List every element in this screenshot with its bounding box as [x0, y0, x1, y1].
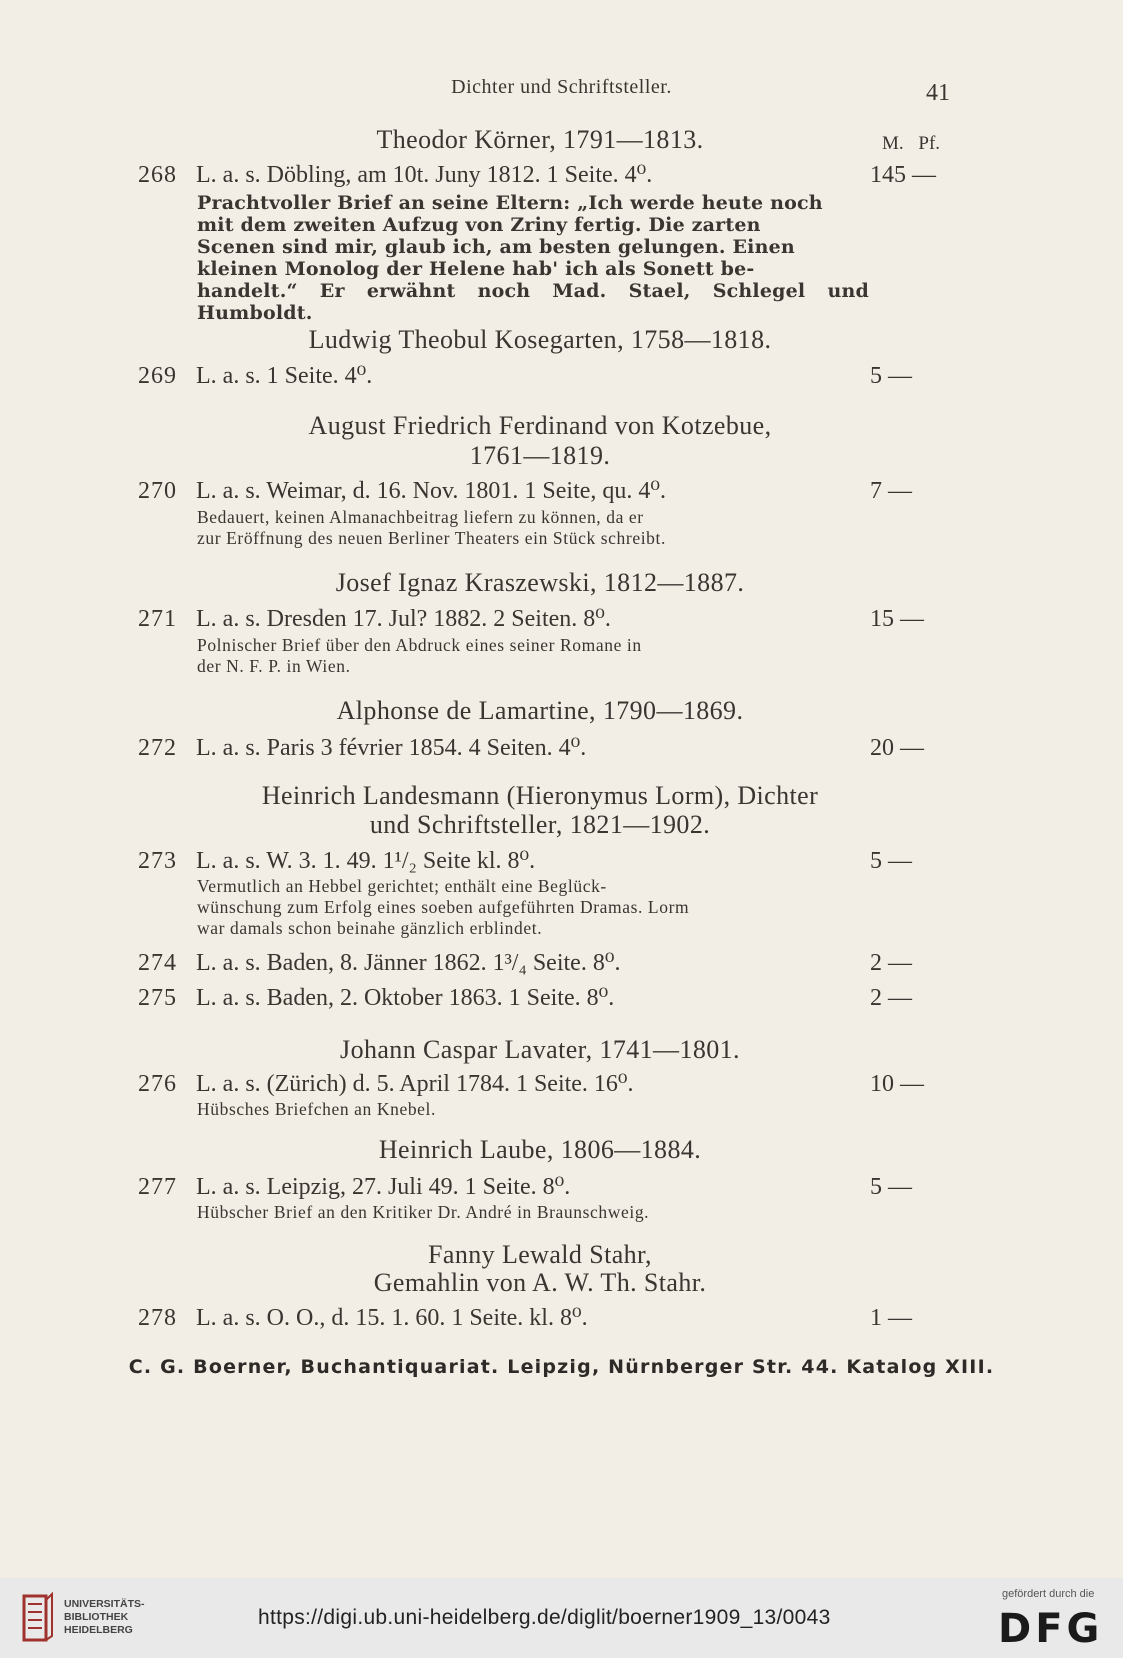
entry-text: L. a. s. Leipzig, 27. Juli 49. 1 Seite. 8⁰.	[196, 1174, 571, 1200]
author-heading: Fanny Lewald Stahr,	[428, 1240, 652, 1269]
catalog-entry	[138, 846, 535, 876]
note-line: Hübscher Brief an den Kritiker Dr. André in Braunschweig.	[197, 1202, 650, 1222]
entry-price: 145 —	[870, 162, 936, 188]
page-number: 41	[926, 80, 950, 106]
entry-number: 274	[138, 950, 177, 976]
entry-note	[197, 507, 869, 549]
catalog-entry	[138, 361, 372, 391]
note-line: handelt.“ Er erwähnt noch Mad. Stael, Schlegel und Humboldt.	[197, 280, 869, 324]
entry-text: L. a. s. 1 Seite. 4⁰.	[196, 363, 373, 389]
author-heading: Johann Caspar Lavater, 1741—1801.	[340, 1035, 740, 1064]
catalog-entry	[138, 476, 666, 506]
entry-price: 5 —	[870, 363, 912, 389]
permalink-url[interactable]: https://digi.ub.uni-heidelberg.de/diglit/boerner1909_13/0043	[258, 1606, 831, 1629]
funding-label: gefördert durch die	[1002, 1588, 1095, 1600]
author-heading: August Friedrich Ferdinand von Kotzebue,	[308, 411, 772, 440]
note-line: wünschung zum Erfolg eines soeben aufgeführten Dramas. Lorm	[197, 897, 690, 917]
note-line: Hübsches Briefchen an Knebel.	[197, 1099, 436, 1119]
entry-note	[197, 1202, 869, 1223]
entry-text: L. a. s. Baden, 2. Oktober 1863. 1 Seite. 8⁰.	[196, 985, 615, 1011]
entry-number: 270	[138, 478, 177, 504]
publisher-imprint: C. G. Boerner, Buchantiquariat. Leipzig, Nürnberger Str. 44. Katalog XIII.	[128, 1356, 995, 1378]
entry-text: L. a. s. Weimar, d. 16. Nov. 1801. 1 Seite, qu. 4⁰.	[196, 478, 667, 504]
entry-note	[197, 1099, 869, 1120]
author-heading: Josef Ignaz Kraszewski, 1812—1887.	[335, 568, 745, 597]
entry-number: 273	[138, 848, 177, 874]
entry-price: 1 —	[870, 1305, 912, 1331]
entry-price: 15 —	[870, 606, 924, 632]
catalog-entry	[138, 1303, 588, 1333]
note-line: mit dem zweiten Aufzug von Zriny fertig. Die zarten	[197, 214, 761, 236]
entry-price: 10 —	[870, 1071, 924, 1097]
author-heading: Ludwig Theobul Kosegarten, 1758—1818.	[308, 325, 772, 354]
library-name-line: HEIDELBERG	[64, 1624, 133, 1636]
entry-number: 276	[138, 1071, 177, 1097]
entry-number: 269	[138, 363, 177, 389]
author-heading: Heinrich Laube, 1806—1884.	[378, 1135, 702, 1164]
price-column-header: M. Pf.	[882, 133, 941, 154]
catalog-entry	[138, 733, 586, 763]
catalog-entry	[138, 983, 614, 1013]
entry-number: 278	[138, 1305, 177, 1331]
entry-text: L. a. s. Döbling, am 10t. Juny 1812. 1 Seite. 4⁰.	[196, 162, 653, 188]
entry-number: 271	[138, 606, 177, 632]
entry-number: 277	[138, 1174, 177, 1200]
entry-text: L. a. s. Dresden 17. Jul? 1882. 2 Seiten. 8⁰.	[196, 606, 611, 632]
entry-note	[197, 635, 869, 677]
entry-price: 5 —	[870, 848, 912, 874]
author-heading-line2: 1761—1819.	[469, 441, 611, 470]
entry-note	[197, 876, 869, 939]
entry-number: 268	[138, 162, 177, 188]
entry-text: L. a. s. (Zürich) d. 5. April 1784. 1 Seite. 16⁰.	[196, 1071, 634, 1097]
catalog-entry	[138, 604, 611, 634]
library-name-line: UNIVERSITÄTS-	[64, 1598, 145, 1610]
author-heading: Theodor Körner, 1791—1813.	[376, 125, 704, 154]
dfg-logo-icon: DFG	[998, 1606, 1104, 1652]
entry-number: 272	[138, 735, 177, 761]
note-line: Bedauert, keinen Almanachbeitrag liefern zu können, da er	[197, 507, 644, 527]
note-line: Scenen sind mir, glaub ich, am besten gelungen. Einen	[197, 236, 795, 258]
entry-price: 5 —	[870, 1174, 912, 1200]
library-logo-icon	[18, 1590, 56, 1646]
note-line: Vermutlich an Hebbel gerichtet; enthält eine Beglück-	[197, 876, 607, 896]
entry-text: L. a. s. W. 3. 1. 49. 1¹/₂ Seite kl. 8⁰.	[196, 848, 536, 874]
author-heading-line2: Gemahlin von A. W. Th. Stahr.	[373, 1268, 707, 1297]
library-name-line: BIBLIOTHEK	[64, 1611, 129, 1623]
running-title: Dichter und Schriftsteller.	[451, 76, 672, 98]
note-line: kleinen Monolog der Helene hab' ich als Sonett be-	[197, 258, 755, 280]
note-line: zur Eröffnung des neuen Berliner Theaters ein Stück schreibt.	[197, 528, 666, 548]
entry-price: 2 —	[870, 950, 912, 976]
entry-price: 2 —	[870, 985, 912, 1011]
note-line: war damals schon beinahe gänzlich erblindet.	[197, 918, 543, 938]
library-name	[64, 1598, 145, 1637]
note-line: der N. F. P. in Wien.	[197, 656, 351, 676]
catalog-entry	[138, 1069, 634, 1099]
author-heading-line2: und Schriftsteller, 1821—1902.	[369, 810, 711, 839]
catalog-entry	[138, 948, 620, 978]
entry-text: L. a. s. Paris 3 février 1854. 4 Seiten. 4⁰.	[196, 735, 587, 761]
entry-price: 7 —	[870, 478, 912, 504]
entry-number: 275	[138, 985, 177, 1011]
entry-note	[197, 192, 869, 324]
author-heading: Alphonse de Lamartine, 1790—1869.	[336, 696, 744, 725]
viewer-footer-bar	[0, 1578, 1123, 1658]
catalog-entry	[138, 1172, 570, 1202]
entry-text: L. a. s. Baden, 8. Jänner 1862. 1³/₄ Seite. 8⁰.	[196, 950, 621, 976]
entry-price: 20 —	[870, 735, 924, 761]
note-line: Prachtvoller Brief an seine Eltern: „Ich werde heute noch	[197, 192, 823, 214]
note-line: Polnischer Brief über den Abdruck eines seiner Romane in	[197, 635, 642, 655]
entry-text: L. a. s. O. O., d. 15. 1. 60. 1 Seite. kl. 8⁰.	[196, 1305, 588, 1331]
catalog-entry	[138, 160, 652, 190]
author-heading: Heinrich Landesmann (Hieronymus Lorm), Dichter	[261, 781, 819, 810]
